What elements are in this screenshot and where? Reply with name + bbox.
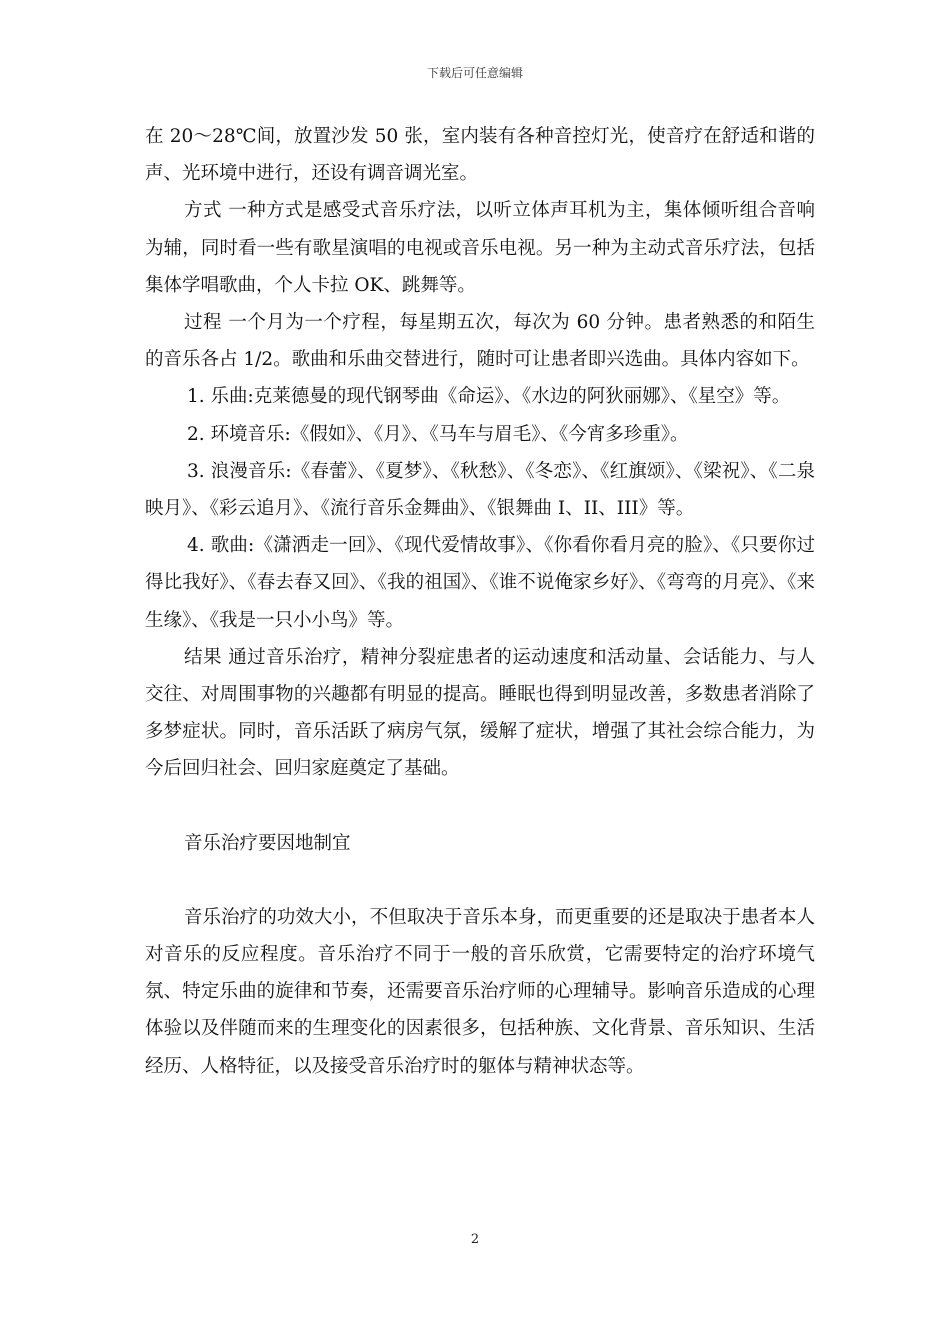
- paragraph-method: 方式 一种方式是感受式音乐疗法，以听立体声耳机为主，集体倾听组合音响为辅，同时看一些有歌星演唱的电视或音乐电视。另一种为主动式音乐疗法，包括集体学唱歌曲，个人卡拉 OK、跳舞等。: [145, 200, 815, 296]
- document-body: [145, 118, 815, 1085]
- page-number: 2: [470, 1232, 480, 1247]
- paragraph-results: 结果 通过音乐治疗，精神分裂症患者的运动速度和活动量、会话能力、与人交往、对周围事物的兴趣都有明显的提高。睡眠也得到明显改善，多数患者消除了多梦症状。同时，音乐活跃了病房气氛，缓解了症状，增强了其社会综合能力，为今后回归社会、回归家庭奠定了基础。: [145, 646, 815, 780]
- page-header: 下载后可任意编辑: [426, 66, 523, 80]
- paragraph-efficacy: 音乐治疗的功效大小，不但取决于音乐本身，而更重要的还是取决于患者本人对音乐的反应程度。音乐治疗不同于一般的音乐欣赏，它需要特定的治疗环境气氛、特定乐曲的旋律和节奏，还需要音乐治疗师的心理辅导。影响音乐造成的心理体验以及伴随而来的生理变化的因素很多，包括种族、文化背景、音乐知识、生活经历、人格特征，以及接受音乐治疗时的躯体与精神状态等。: [145, 906, 815, 1077]
- list-item-songs: 4. 歌曲:《潇洒走一回》、《现代爱情故事》、《你看你看月亮的脸》、《只要你过得比我好》、《春去春又回》、《我的祖国》、《谁不说俺家乡好》、《弯弯的月亮》、《来生缘》、《我是一只小小鸟》等。: [145, 535, 815, 631]
- section-heading: 音乐治疗要因地制宜: [184, 832, 351, 854]
- paragraph-process: 过程 一个月为一个疗程，每星期五次，每次为 60 分钟。患者熟悉的和陌生的音乐各占 1/2。歌曲和乐曲交替进行，随时可让患者即兴选曲。具体内容如下。: [145, 312, 815, 371]
- list-item-romantic-music: 3. 浪漫音乐:《春蕾》、《夏梦》、《秋愁》、《冬恋》、《红旗颂》、《梁祝》、《二泉映月》、《彩云追月》、《流行音乐金舞曲》、《银舞曲 I、II、III》等。: [145, 460, 815, 520]
- paragraph-environment: 在 20～28℃间，放置沙发 50 张，室内装有各种音控灯光，使音疗在舒适和谐的声、光环境中进行，还设有调音调光室。: [145, 126, 815, 185]
- list-item-ambient-music: 2. 环境音乐:《假如》、《月》、《马车与眉毛》、《今宵多珍重》。: [187, 423, 689, 445]
- list-item-music: 1. 乐曲:克莱德曼的现代钢琴曲《命运》、《水边的阿狄丽娜》、《星空》等。: [187, 386, 791, 408]
